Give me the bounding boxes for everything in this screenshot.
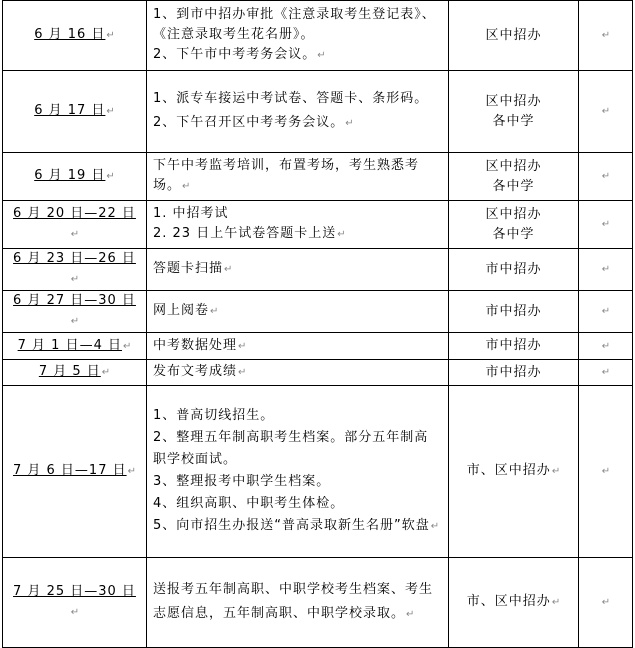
content-cell: 发布文考成绩↵ <box>147 360 449 386</box>
content-line: 1、普高切线招生。 <box>153 408 275 423</box>
content-line: 下午中考监考培训，布置考场，考生熟悉考场。↵ <box>153 158 420 193</box>
table-row <box>3 386 633 558</box>
paragraph-mark-icon: ↵ <box>601 219 611 230</box>
date-cell <box>3 558 147 648</box>
empty-cell <box>579 360 633 386</box>
paragraph-mark-icon: ↵ <box>601 264 611 275</box>
table-row <box>3 360 633 386</box>
empty-cell <box>579 153 633 201</box>
content-line: 1、到市中招办审批《注意录取考生登记表》、《注意录取考生花名册》。 <box>153 7 436 42</box>
date-cell <box>3 1 147 71</box>
paragraph-mark-icon: ↵ <box>106 171 115 182</box>
table-row <box>3 291 633 333</box>
content-cell <box>147 558 449 648</box>
date-cell <box>3 360 147 386</box>
date-text: 6 月 19 日 <box>34 168 106 183</box>
content-line: 网上阅卷 <box>153 303 210 318</box>
date-text: 6 月 20 日—22 日 <box>13 206 136 221</box>
paragraph-mark-icon: ↵ <box>601 171 611 182</box>
unit-cell: 市、区中招办↵ <box>449 386 579 558</box>
empty-cell <box>579 201 633 249</box>
content-cell: 答题卡扫描↵ <box>147 249 449 291</box>
unit-text: 市中招办 <box>485 364 542 380</box>
empty-cell <box>579 71 633 153</box>
unit-text: 各中学 <box>492 113 535 129</box>
unit-text: 市中招办 <box>485 303 542 319</box>
unit-cell: 市、区中招办↵ <box>449 558 579 648</box>
unit-text: 区中招办 <box>485 93 542 109</box>
paragraph-mark-icon: ↵ <box>127 466 136 477</box>
content-line: 4、组织高职、中职考生体检。 <box>153 496 345 511</box>
paragraph-mark-icon: ↵ <box>601 367 611 378</box>
paragraph-mark-icon: ↵ <box>70 316 80 327</box>
date-cell <box>3 249 147 291</box>
table-row <box>3 71 633 153</box>
date-text: 6 月 16 日 <box>34 27 106 42</box>
content-line: 2、下午召开区中考考务会议。↵ <box>153 115 354 130</box>
unit-text: 市、区中招办 <box>466 463 551 478</box>
content-line: 答题卡扫描 <box>153 261 224 276</box>
date-text: 7 月 5 日 <box>38 364 101 379</box>
content-cell: 中考数据处理↵ <box>147 333 449 360</box>
content-line: 1、派专车接运中考试卷、答题卡、条形码。 <box>153 91 429 106</box>
paragraph-mark-icon: ↵ <box>122 340 132 352</box>
content-line: 中考数据处理 <box>153 337 238 353</box>
paragraph-mark-icon: ↵ <box>70 607 80 618</box>
paragraph-mark-icon: ↵ <box>70 274 80 285</box>
paragraph-mark-icon: ↵ <box>101 367 111 378</box>
content-cell: 网上阅卷↵ <box>147 291 449 333</box>
date-cell <box>3 386 147 558</box>
date-text: 7 月 1 日—4 日 <box>17 337 122 353</box>
date-cell <box>3 291 147 333</box>
unit-cell <box>449 1 579 71</box>
paragraph-mark-icon: ↵ <box>601 597 611 608</box>
table-row <box>3 558 633 648</box>
empty-cell <box>579 333 633 360</box>
unit-text: 市、区中招办 <box>466 594 551 609</box>
paragraph-mark-icon: ↵ <box>601 340 611 352</box>
content-line: 5、向市招生办报送“普高录取新生名册”软盘↵ <box>153 518 440 533</box>
unit-cell <box>449 153 579 201</box>
content-line: 2. 23 日上午试卷答题卡上送↵ <box>153 226 346 241</box>
content-line: 发布文考成绩 <box>153 364 238 379</box>
unit-cell <box>449 333 579 360</box>
unit-cell <box>449 360 579 386</box>
unit-text: 市中招办 <box>485 338 542 353</box>
content-line: 2、下午市中考考务会议。↵ <box>153 47 326 62</box>
date-cell <box>3 333 147 360</box>
unit-text: 区中招办 <box>485 27 542 43</box>
empty-cell <box>579 558 633 648</box>
content-line: 1. 中招考试 <box>153 206 229 221</box>
date-text: 7 月 6 日—17 日 <box>12 463 127 478</box>
paragraph-mark-icon: ↵ <box>106 106 115 117</box>
paragraph-mark-icon: ↵ <box>106 30 115 41</box>
unit-text: 区中招办 <box>485 158 542 174</box>
empty-cell <box>579 249 633 291</box>
unit-cell <box>449 249 579 291</box>
table-row <box>3 201 633 249</box>
paragraph-mark-icon: ↵ <box>601 466 611 477</box>
date-text: 6 月 23 日—26 日 <box>13 251 136 266</box>
content-cell <box>147 201 449 249</box>
paragraph-mark-icon: ↵ <box>601 30 611 41</box>
unit-text: 各中学 <box>492 178 535 194</box>
unit-cell <box>449 201 579 249</box>
paragraph-mark-icon: ↵ <box>70 229 80 240</box>
date-cell <box>3 153 147 201</box>
content-line: 送报考五年制高职、中职学校考生档案、考生志愿信息，五年制高职、中职学校录取。↵ <box>153 582 434 621</box>
table-row <box>3 153 633 201</box>
content-cell <box>147 153 449 201</box>
empty-cell <box>579 291 633 333</box>
unit-cell <box>449 71 579 153</box>
unit-text: 各中学 <box>492 226 535 242</box>
table-row <box>3 1 633 71</box>
content-cell <box>147 386 449 558</box>
content-cell <box>147 1 449 71</box>
paragraph-mark-icon: ↵ <box>601 106 611 117</box>
date-cell <box>3 201 147 249</box>
paragraph-mark-icon: ↵ <box>601 306 611 317</box>
empty-cell <box>579 1 633 71</box>
date-text: 7 月 25 日—30 日 <box>13 584 136 599</box>
content-line: 3、整理报考中职学生档案。 <box>153 474 331 489</box>
table-row <box>3 333 633 360</box>
unit-text: 市中招办 <box>485 261 542 277</box>
unit-text: 区中招办 <box>485 206 542 222</box>
unit-cell <box>449 291 579 333</box>
empty-cell <box>579 386 633 558</box>
date-text: 6 月 27 日—30 日 <box>13 293 136 308</box>
date-text: 6 月 17 日 <box>34 103 106 118</box>
schedule-table <box>2 0 633 648</box>
content-line: 2、整理五年制高职考生档案。部分五年制高职学校面试。 <box>153 430 429 467</box>
content-cell <box>147 71 449 153</box>
table-row <box>3 249 633 291</box>
date-cell <box>3 71 147 153</box>
